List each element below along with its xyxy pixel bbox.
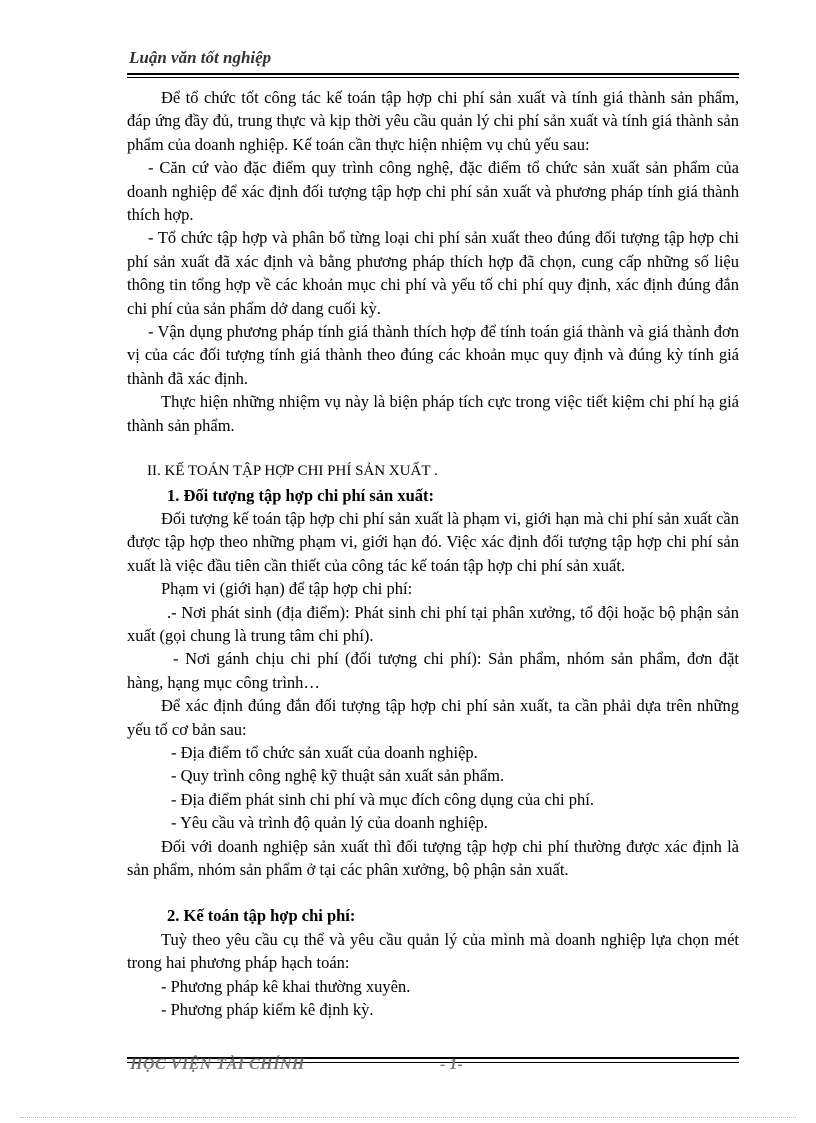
paragraph: Để xác định đúng đắn đối tượng tập hợp chi phí sản xuất, ta cần phải dựa trên những yếu tố cơ bản sau:	[127, 696, 739, 739]
paragraph: - Tổ chức tập hợp và phân bổ từng loại chi phí sản xuất theo đúng đối tượng tập hợp chi phí sản xuất đã xác định và bằng phương pháp thích hợp đã chọn, cung cấp những số liệu thông tin tổng hợp về các khoản mục chi phí và yếu tố chi phí quy định, xác định đúng đắn chi phí của sản phẩm dở dang cuối kỳ.	[127, 228, 739, 318]
page-edge-dots	[20, 1117, 796, 1118]
list-item: - Quy trình công nghệ kỹ thuật sản xuất sản phẩm.	[171, 766, 505, 786]
paragraph: Để tổ chức tốt công tác kế toán tập hợp chi phí sản xuất và tính giá thành sản phẩm, đáp ứng đầy đủ, trung thực và kịp thời yêu cầu quản lý chi phí sản xuất và tính giá thành sản phẩm của doanh nghiệp. Kế toán cần thực hiện nhiệm vụ chủ yếu sau:	[127, 88, 739, 154]
paragraph: Đối với doanh nghiệp sản xuất thì đối tượng tập hợp chi phí thường được xác định là sản phẩm, nhóm sản phẩm ở tại các phân xưởng, bộ phận sản xuất.	[127, 836, 739, 879]
paragraph: - Vận dụng phương pháp tính giá thành thích hợp để tính toán giá thành và giá thành đơn vị của các đối tượng tính giá thành theo đúng các khoản mục quy định và đúng kỳ tính giá thành đã xác định.	[127, 322, 739, 388]
list-item: - Địa điểm phát sinh chi phí và mục đích công dụng của chi phí.	[171, 789, 594, 809]
subsection-heading: 1. Đối tượng tập hợp chi phí sản xuất:	[167, 485, 435, 505]
header-title: Luận văn tốt nghiệp	[129, 48, 272, 67]
paragraph: - Nơi gánh chịu chi phí (đối tượng chi phí): Sản phẩm, nhóm sản phẩm, đơn đặt hàng, hạng mục công trình…	[127, 649, 739, 692]
list-item: - Phương pháp kê khai thường xuyên.	[161, 976, 411, 996]
document-body	[127, 86, 739, 1021]
footer-institution: HỌC VIỆN TÀI CHÍNH	[130, 1056, 305, 1073]
paragraph: Tuỳ theo yêu cầu cụ thể và yêu cầu quản lý của mình mà doanh nghiệp lựa chọn mét trong hai phương pháp hạch toán:	[127, 929, 739, 973]
list-item: - Phương pháp kiểm kê định kỳ.	[161, 1000, 374, 1020]
paragraph: Đối tượng kế toán tập hợp chi phí sản xuất là phạm vi, giới hạn mà chi phí sản xuất cần được tập hợp theo những phạm vi, giới hạn đó. Việc xác định đối tượng tập hợp chi phí sản xuất là việc đầu tiên cần thiết của công tác kế toán tập hợp chi phí sản xuất.	[127, 508, 739, 575]
paragraph: .- Nơi phát sinh (địa điểm): Phát sinh chi phí tại phân xưởng, tổ đội hoặc bộ phận sản xuất (gọi chung là trung tâm chi phí).	[127, 602, 739, 645]
list-item: - Yêu cầu và trình độ quản lý của doanh nghiệp.	[171, 813, 488, 833]
paragraph: Thực hiện những nhiệm vụ này là biện pháp tích cực trong việc tiết kiệm chi phí hạ giá thành sản phẩm.	[127, 392, 739, 435]
list-item: - Địa điểm tổ chức sản xuất của doanh nghiệp.	[171, 742, 478, 762]
paragraph: Phạm vi (giới hạn) để tập hợp chi phí:	[161, 579, 413, 599]
subsection-heading: 2. Kế toán tập hợp chi phí:	[167, 906, 356, 926]
header-rule	[127, 73, 739, 75]
paragraph: - Căn cứ vào đặc điểm quy trình công nghệ, đặc điểm tổ chức sản xuất sản phẩm của doanh nghiệp để xác định đối tượng tập hợp chi phí sản xuất và phương pháp tính giá thành thích hợp.	[127, 158, 739, 225]
page-number: - 1-	[440, 1056, 463, 1073]
header-rule-thin	[127, 77, 739, 78]
section-heading: II. KẾ TOÁN TẬP HỢP CHI PHÍ SẢN XUẤT .	[147, 463, 438, 480]
